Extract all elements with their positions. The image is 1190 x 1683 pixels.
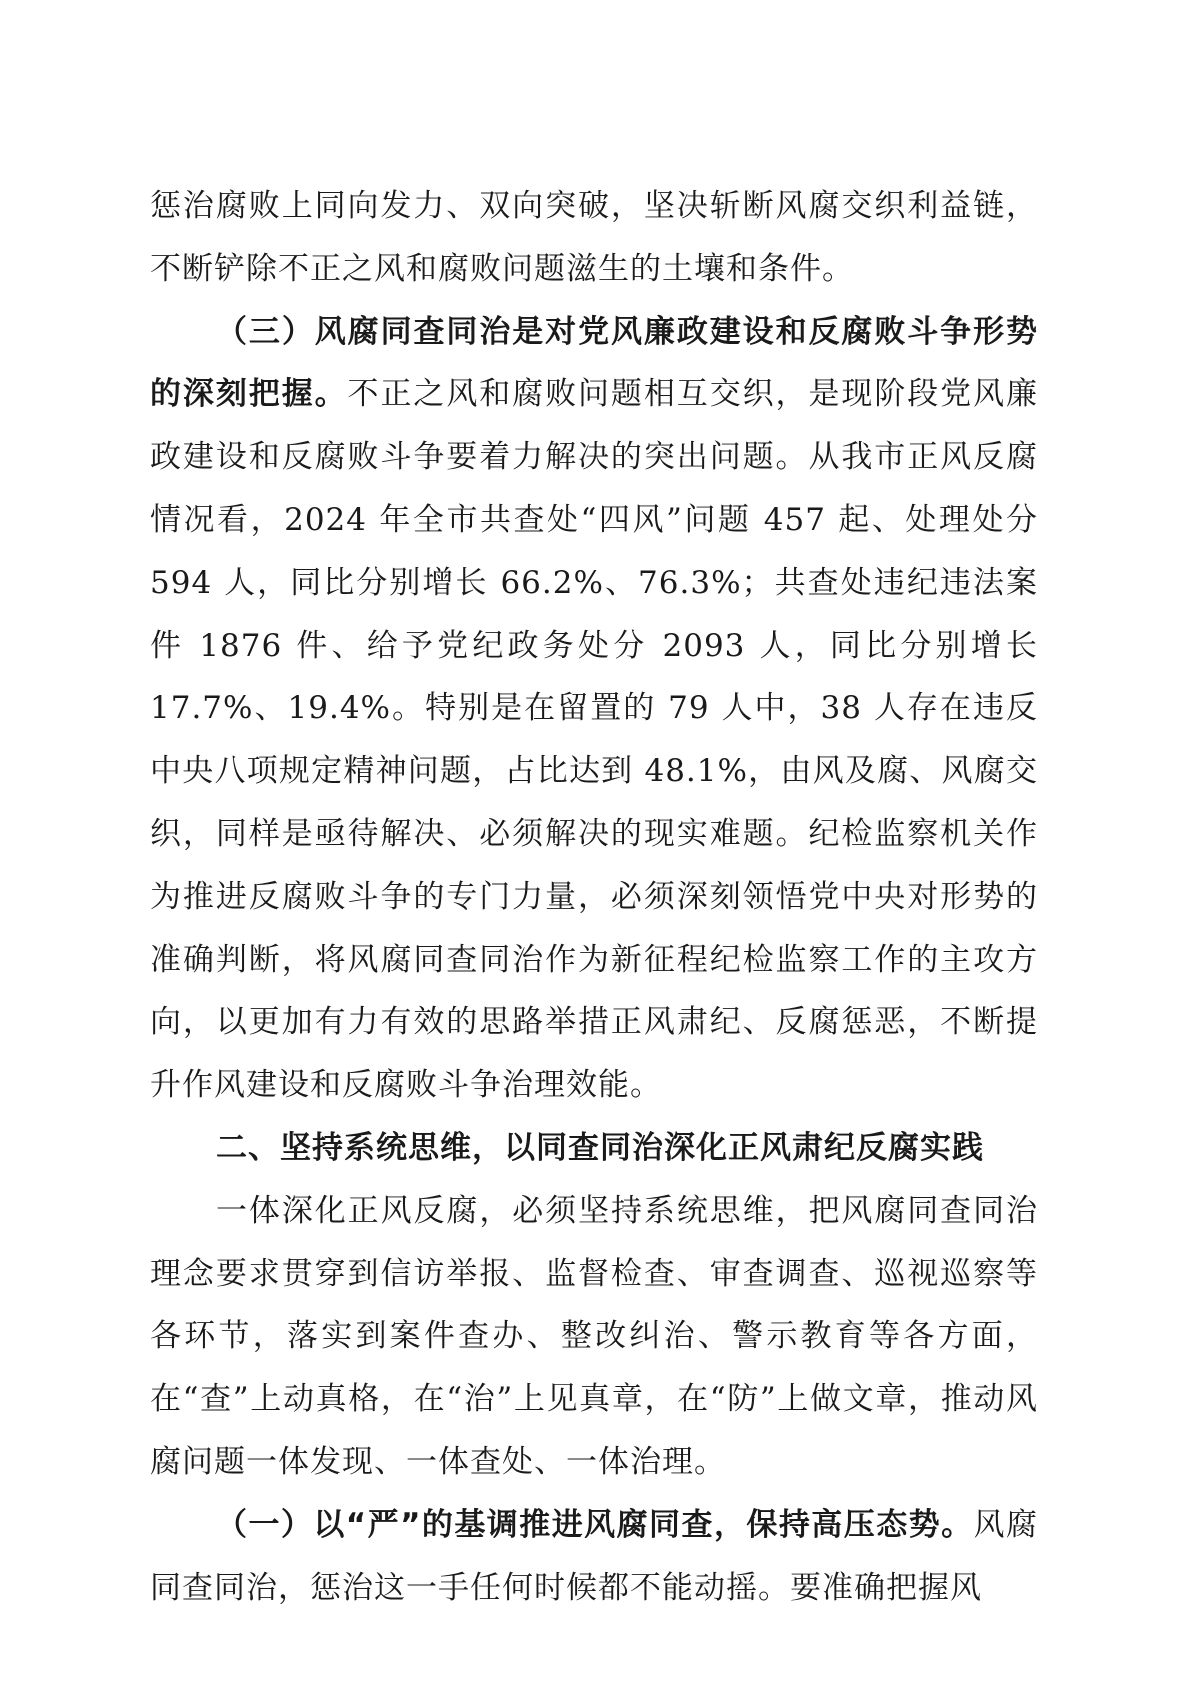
subsection-1-body: 风腐同查同治，惩治这一手任何时候都不能动摇。要准确把握风 (150, 1506, 1038, 1606)
paragraph-subsection-1 (150, 1494, 1038, 1620)
subsection-1-lead: （一）以“严”的基调推进风腐同查，保持高压态势。 (216, 1506, 974, 1543)
section-3-body: 不正之风和腐败问题相互交织，是现阶段党风廉政建设和反腐败斗争要着力解决的突出问题。从我市正风反腐情况看，2024 年全市共查处“四风”问题 457 起、处理处分 594 人，同比分别增长 66.2%、76.3%；共查处违纪违法案件 1876 件、给予党纪政务处分 2093 人，同比分别增长 17.7%、19.4%。特别是在留置的 79 人中，38 人存在违反中央八项规定精神问题，占比达到 48.1%，由风及腐、风腐交织，同样是亟待解决、必须解决的现实难题。纪检监察机关作为推进反腐败斗争的专门力量，必须深刻领悟党中央对形势的准确判断，将风腐同查同治作为新征程纪检监察工作的主攻方向，以更加有力有效的思路举措正风肃纪、反腐惩恶，不断提升作风建设和反腐败斗争治理效能。 (150, 376, 1039, 1104)
heading-part-2: 二、坚持系统思维，以同查同治深化正风肃纪反腐实践 (216, 1129, 984, 1166)
section-3-lead: （三）风腐同查同治是对党风廉政建设和反腐败斗争形势的深刻把握。 (150, 313, 1038, 413)
paragraph-continued: 惩治腐败上同向发力、双向突破，坚决斩断风腐交织利益链，不断铲除不正之风和腐败问题滋生的土壤和条件。 (150, 188, 1038, 287)
paragraph-section-3 (150, 301, 1038, 1117)
paragraph-part-2-intro: 一体深化正风反腐，必须坚持系统思维，把风腐同查同治理念要求贯穿到信访举报、监督检查、审查调查、巡视巡察等各环节，落实到案件查办、整改纠治、警示教育等各方面，在“查”上动真格，在“治”上见真章，在“防”上做文章，推动风腐问题一体发现、一体查处、一体治理。 (150, 1192, 1038, 1480)
document-page (150, 175, 1038, 1619)
